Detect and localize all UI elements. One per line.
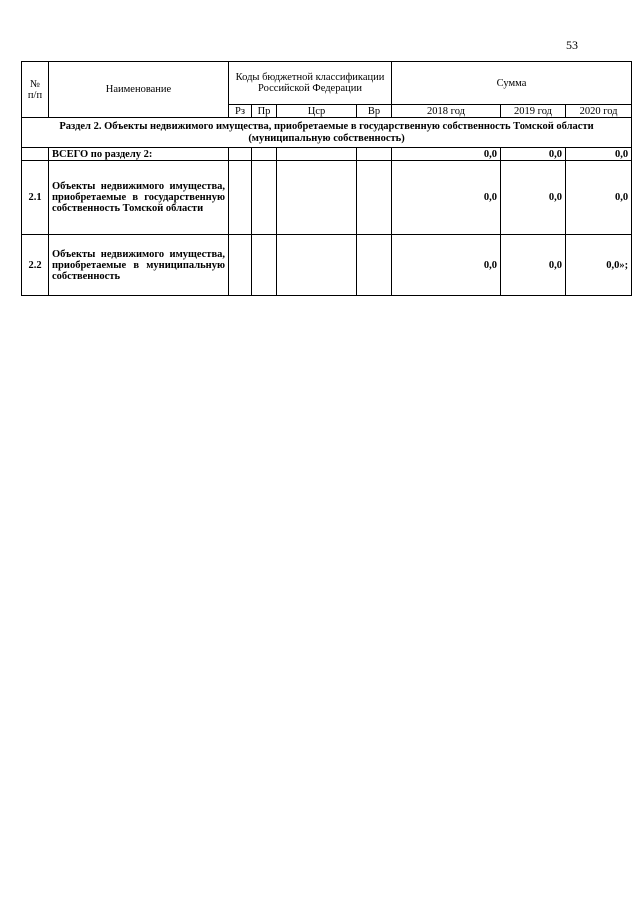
table-row bbox=[22, 235, 632, 296]
budget-table bbox=[21, 61, 632, 296]
row-2018: 0,0 bbox=[392, 235, 501, 296]
row-num: 2.2 bbox=[22, 235, 49, 296]
row-2019: 0,0 bbox=[501, 235, 566, 296]
codes-header: Коды бюджетной классификации Российской Федерации bbox=[229, 62, 392, 105]
total-label: ВСЕГО по разделу 2: bbox=[49, 148, 229, 161]
code-pr-header: Пр bbox=[252, 105, 277, 118]
year-2018-header: 2018 год bbox=[392, 105, 501, 118]
table-row bbox=[22, 161, 632, 235]
num-header: № п/п bbox=[22, 62, 49, 118]
code-vr-header: Вр bbox=[357, 105, 392, 118]
name-header: Наименование bbox=[49, 62, 229, 118]
row-2019: 0,0 bbox=[501, 161, 566, 235]
row-name: Объекты недвижимого имущества, приобретаемые в государственную собственность Томской области bbox=[49, 161, 229, 235]
row-rz-cell bbox=[229, 161, 252, 235]
total-rz-cell bbox=[229, 148, 252, 161]
year-2019-header: 2019 год bbox=[501, 105, 566, 118]
code-csr-header: Цср bbox=[277, 105, 357, 118]
row-vr-cell bbox=[357, 235, 392, 296]
section-row bbox=[22, 118, 632, 148]
row-csr-cell bbox=[277, 161, 357, 235]
row-2018: 0,0 bbox=[392, 161, 501, 235]
row-pr-cell bbox=[252, 235, 277, 296]
row-2020: 0,0 bbox=[566, 161, 632, 235]
total-pr-cell bbox=[252, 148, 277, 161]
page-number: 53 bbox=[566, 38, 578, 52]
total-2020: 0,0 bbox=[566, 148, 632, 161]
sum-header: Сумма bbox=[392, 62, 632, 105]
total-num-cell bbox=[22, 148, 49, 161]
row-pr-cell bbox=[252, 161, 277, 235]
header-row-main bbox=[22, 62, 632, 105]
code-rz-header: Рз bbox=[229, 105, 252, 118]
row-csr-cell bbox=[277, 235, 357, 296]
total-2018: 0,0 bbox=[392, 148, 501, 161]
year-2020-header: 2020 год bbox=[566, 105, 632, 118]
section-title: Раздел 2. Объекты недвижимого имущества, приобретаемые в государственную собственность Томской области (муниципальную собственность) bbox=[22, 118, 632, 148]
total-vr-cell bbox=[357, 148, 392, 161]
row-rz-cell bbox=[229, 235, 252, 296]
row-name: Объекты недвижимого имущества, приобретаемые в муниципальную собственность bbox=[49, 235, 229, 296]
row-vr-cell bbox=[357, 161, 392, 235]
row-2020: 0,0»; bbox=[566, 235, 632, 296]
total-csr-cell bbox=[277, 148, 357, 161]
total-2019: 0,0 bbox=[501, 148, 566, 161]
total-row bbox=[22, 148, 632, 161]
row-num: 2.1 bbox=[22, 161, 49, 235]
